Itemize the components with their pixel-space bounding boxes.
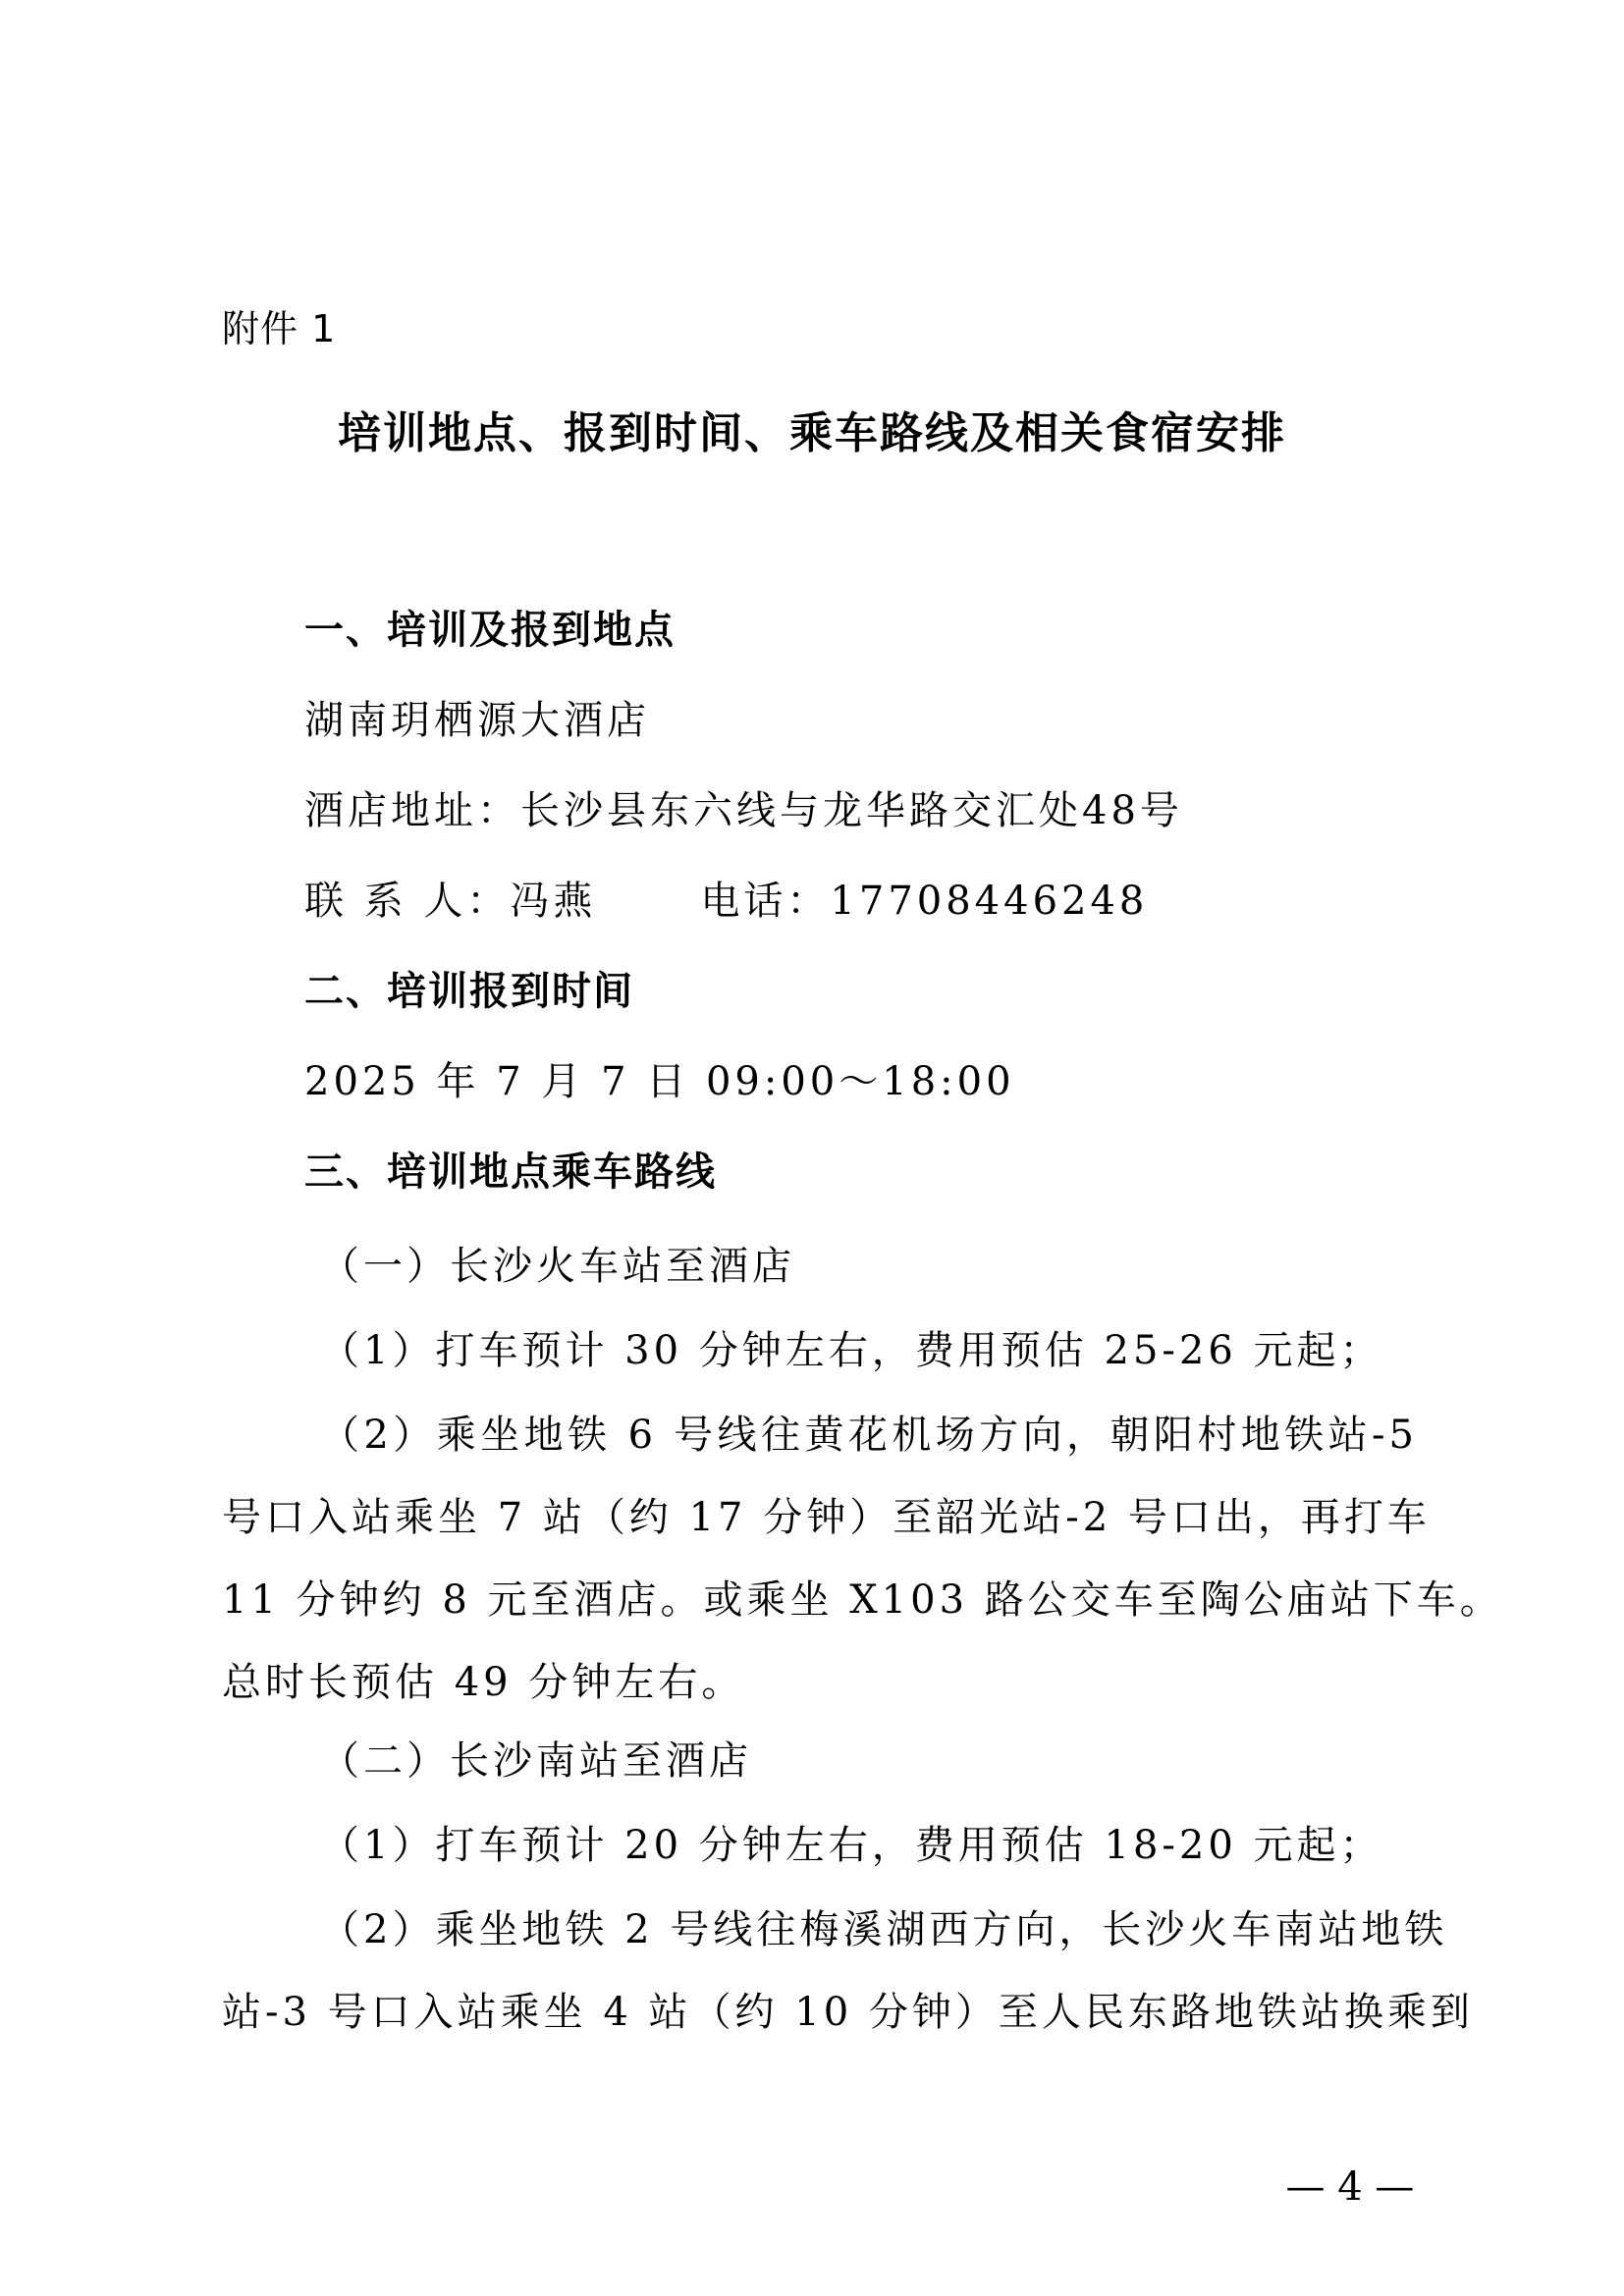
route2-metro-line: 站-3 号口入站乘坐 4 站（约 10 分钟）至人民东路地铁站换乘到	[222, 1990, 1474, 2035]
hotel-name: 湖南玥栖源大酒店	[304, 698, 650, 743]
page-number: — 4 —	[1285, 2164, 1415, 2210]
route1-metro-line: 号口入站乘坐 7 站（约 17 分钟）至韶光站-2 号口出，再打车	[222, 1495, 1431, 1540]
contact-phone: 电话：17708446248	[700, 879, 1149, 924]
route1-metro-line: 总时长预估 49 分钟左右。	[222, 1660, 745, 1705]
contact-person: 联 系 人：冯燕	[304, 879, 597, 924]
route1-metro-line: （2）乘坐地铁 6 号线往黄花机场方向，朝阳村地铁站-5	[320, 1413, 1418, 1458]
route-title-changsha-station: （一）长沙火车站至酒店	[320, 1244, 795, 1289]
hotel-address: 酒店地址：长沙县东六线与龙华路交汇处48号	[304, 788, 1183, 833]
section-heading-time: 二、培训报到时间	[304, 969, 634, 1014]
route2-taxi: （1）打车预计 20 分钟左右，费用预估 18-20 元起；	[320, 1823, 1383, 1868]
route1-metro-line: 11 分钟约 8 元至酒店。或乘坐 X103 路公交车至陶公庙站下车。	[222, 1577, 1503, 1623]
registration-time: 2025 年 7 月 7 日 09:00～18:00	[304, 1059, 1015, 1104]
section-heading-routes: 三、培训地点乘车路线	[304, 1149, 717, 1195]
route1-taxi: （1）打车预计 30 分钟左右，费用预估 25-26 元起；	[320, 1328, 1383, 1373]
route-title-changsha-south: （二）长沙南站至酒店	[320, 1738, 752, 1784]
document-title: 培训地点、报到时间、乘车路线及相关食宿安排	[338, 408, 1286, 458]
attachment-label: 附件 1	[222, 307, 337, 350]
contact-row	[304, 874, 1148, 929]
route2-metro-line: （2）乘坐地铁 2 号线往梅溪湖西方向，长沙火车南站地铁	[320, 1907, 1448, 1952]
section-heading-location: 一、培训及报到地点	[304, 608, 676, 653]
